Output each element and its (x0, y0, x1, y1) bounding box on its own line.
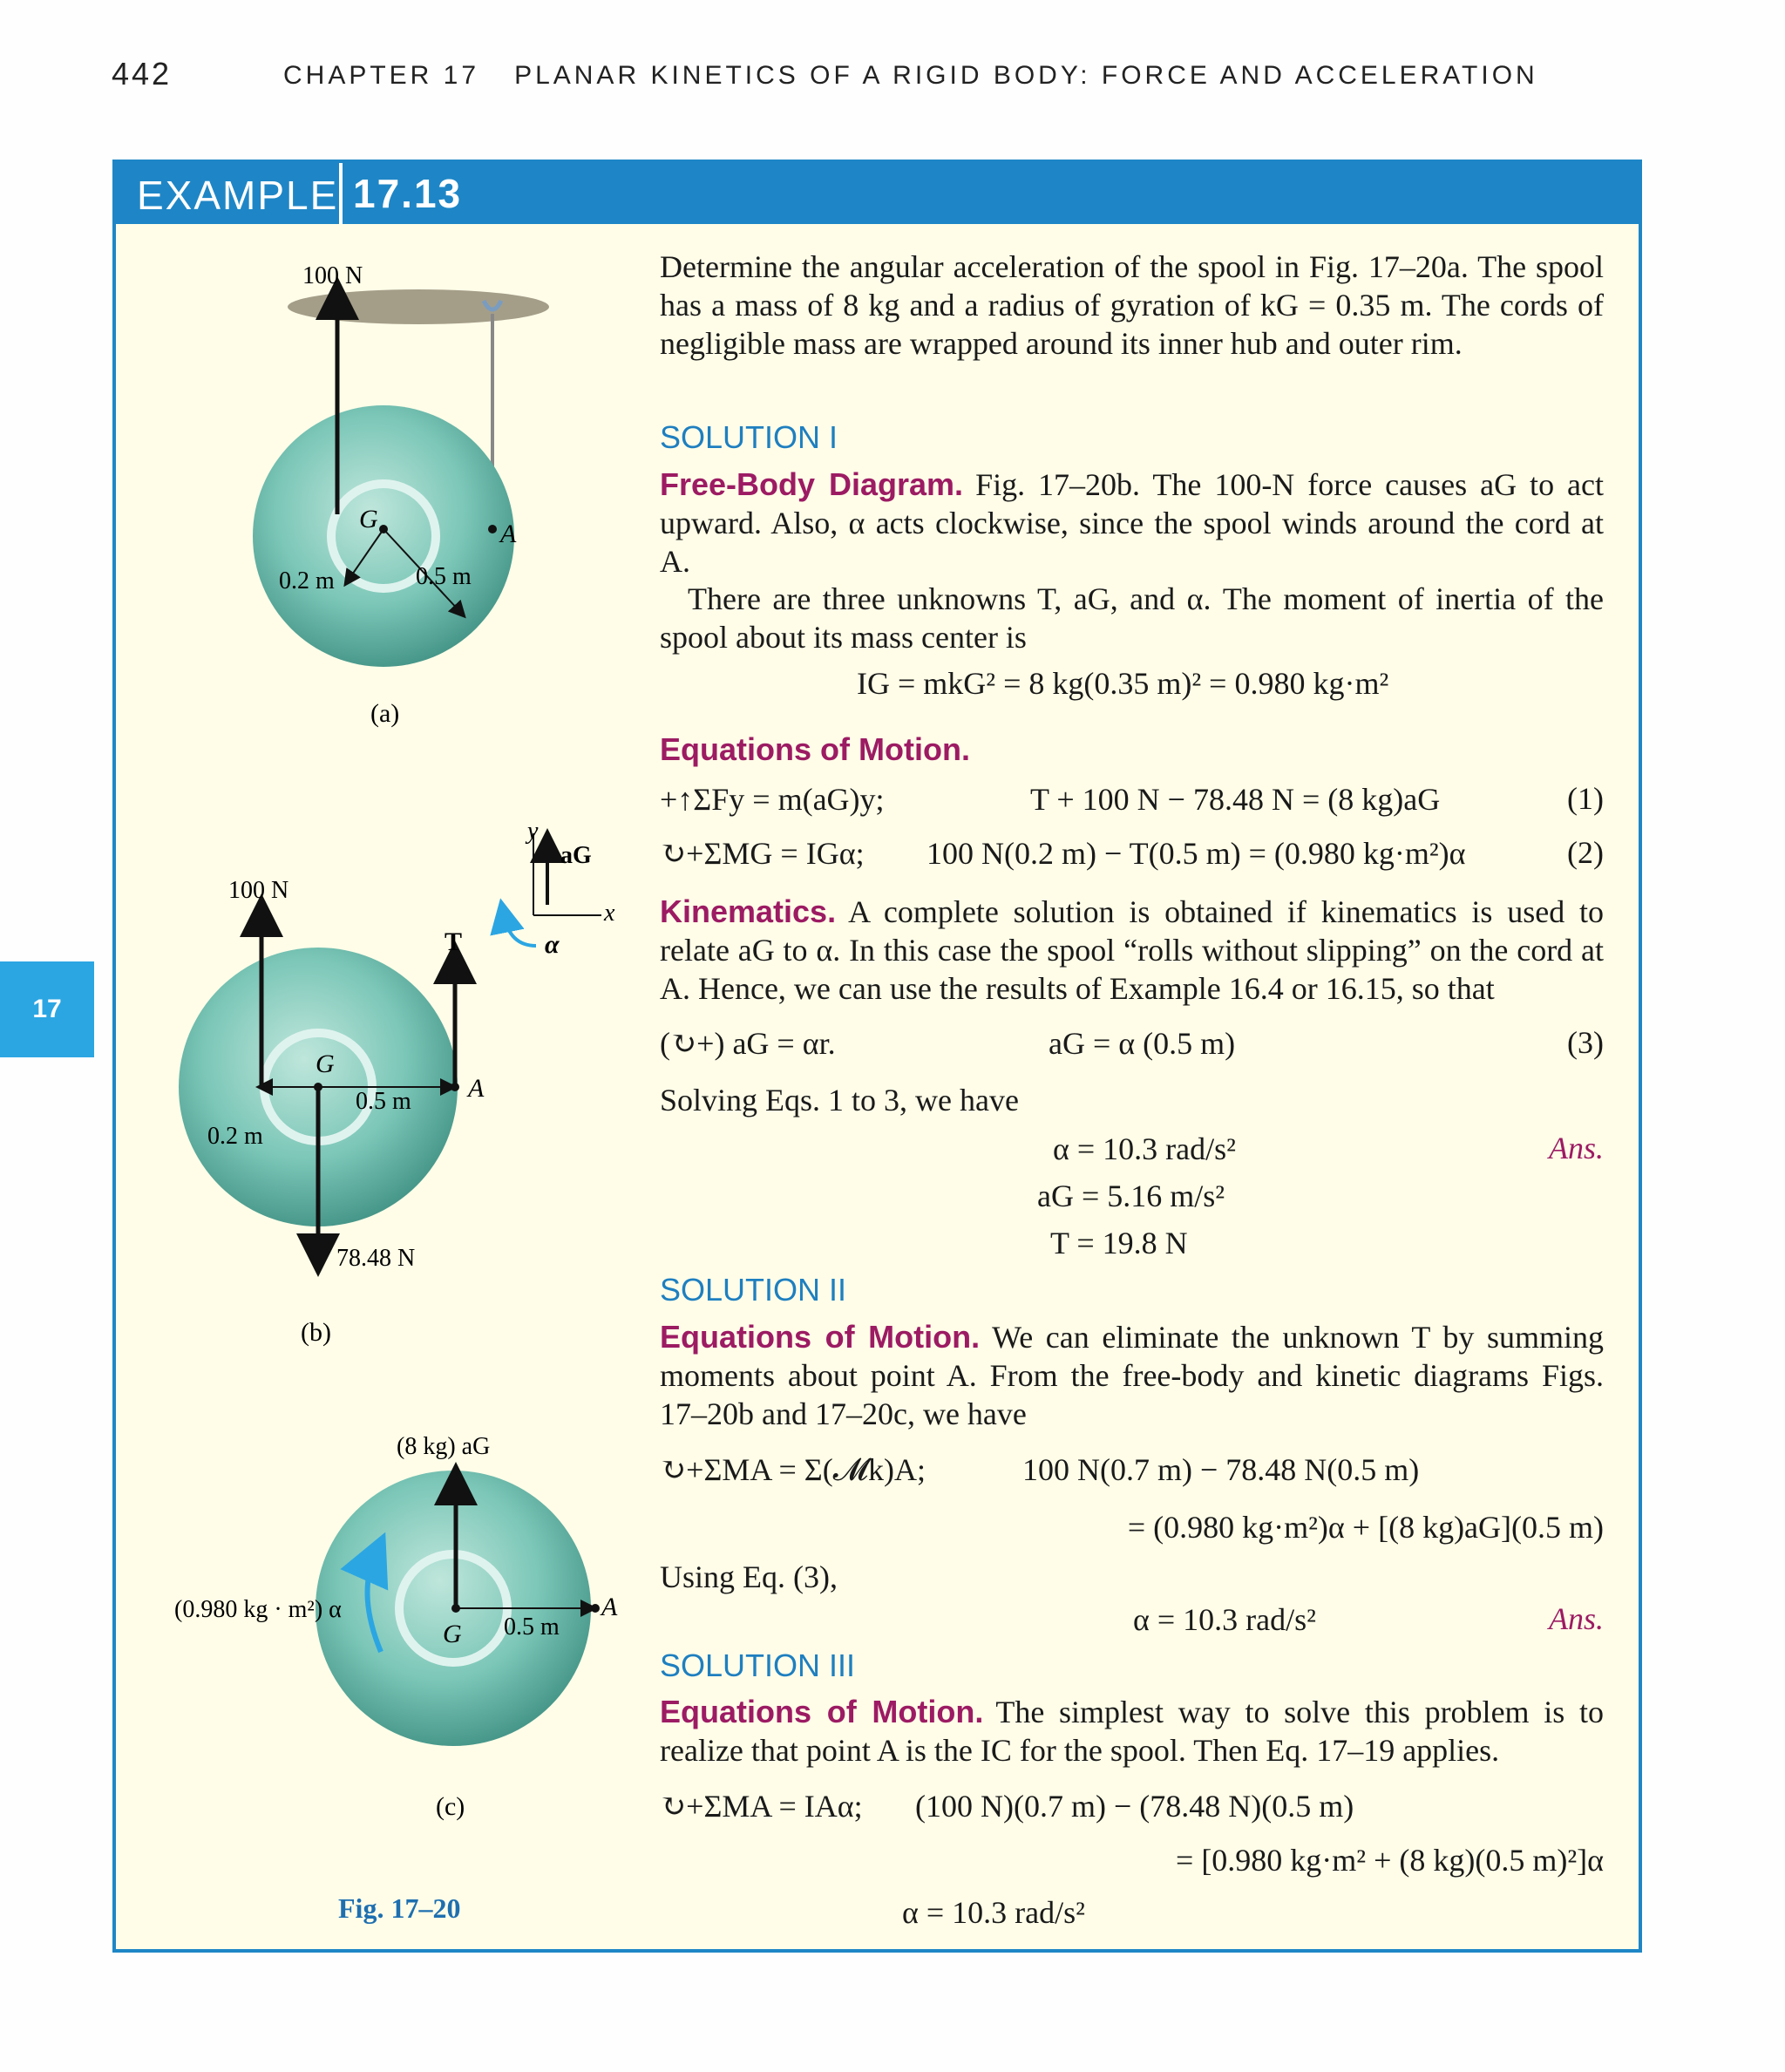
r-outer-label-a: 0.5 m (416, 563, 472, 590)
eq2-left: ↻+ΣMG = IGα; (660, 836, 865, 871)
y-axis-label: y (527, 818, 539, 845)
eq3-left: (↻+) aG = αr. (660, 1026, 836, 1061)
eom-1-label-text: Equations of Motion. (660, 731, 970, 767)
s3-result: α = 10.3 rad/s² (902, 1895, 1085, 1930)
s2-eq-right-2: = (0.980 kg·m²)α + [(8 kg)aG](0.5 m) (1127, 1510, 1604, 1545)
kinematics-paragraph (660, 893, 1604, 1008)
alpha-arrow-b (504, 915, 536, 946)
chapter-side-tab: 17 (0, 961, 94, 1057)
chapter-label: CHAPTER 17 (283, 61, 480, 90)
example-number: 17.13 (353, 171, 463, 216)
result-ag: aG = 5.16 m/s² (1037, 1179, 1225, 1213)
caption-b: (b) (301, 1318, 331, 1347)
ialpha-label-c: (0.980 kg · m²) α (174, 1596, 342, 1623)
eq1-left: +↑ΣFy = m(aG)y; (660, 782, 885, 817)
point-g-c (451, 1604, 460, 1613)
eom-1-label (660, 730, 982, 769)
solution-2-heading: SOLUTION II (660, 1272, 847, 1308)
caption-a: (a) (370, 699, 400, 728)
a-label-b: A (468, 1074, 485, 1103)
ag-label-b: aG (560, 842, 592, 869)
s3-eq-right-2: = [0.980 kg·m² + (8 kg)(0.5 m)²]α (1176, 1843, 1604, 1878)
weight-label-b: 78.48 N (336, 1245, 416, 1272)
g-label-a: G (359, 505, 378, 533)
eq3-number: (3) (1567, 1025, 1604, 1060)
eq1-number: (1) (1567, 781, 1604, 816)
example-header (116, 163, 1639, 224)
s3-eq-left: ↻+ΣMA = IAα; (660, 1789, 863, 1824)
fbd-label: Free-Body Diagram. (660, 466, 964, 502)
kinematics-text: A complete solution is obtained if kinematics is used to relate aG to α. In this case the spool “rolls without slipping” on the cord at A. Hence, we can use the results of Example 16.4 or 16.15, so that (660, 894, 1604, 1006)
r-outer-label-c: 0.5 m (504, 1613, 560, 1641)
running-header (283, 61, 1573, 113)
solution-1-heading: SOLUTION I (660, 419, 838, 455)
point-g-b (314, 1083, 322, 1091)
spool-a (253, 405, 514, 667)
solution-3-heading: SOLUTION III (660, 1647, 856, 1683)
r-outer-label-b: 0.5 m (356, 1088, 411, 1115)
page-number: 442 (112, 56, 173, 92)
g-label-b: G (316, 1050, 335, 1078)
a-label-a: A (500, 520, 517, 548)
s2-eq-left: ↻+ΣMA = Σ(𝓜k)A; (660, 1452, 926, 1487)
solution-2-text: We can eliminate the unknown T by summing moments about point A. From the free-body and kinetic diagrams Figs. 17–20b and 17–20c, we have (660, 1320, 1604, 1431)
answer-2: Ans. (1549, 1601, 1604, 1636)
problem-statement: Determine the angular acceleration of the spool in Fig. 17–20a. The spool has a mass of 8 kg and a radius of gyration of kG = 0.35 m. The cords of negligible mass are wrapped around its inner hub and outer rim. (660, 249, 1604, 361)
example-label: EXAMPLE (137, 173, 339, 218)
figure-label: Fig. 17–20 (338, 1892, 461, 1924)
x-axis-label: x (604, 900, 615, 927)
force-label-a: 100 N (302, 262, 363, 289)
eom-2-label: Equations of Motion. (660, 1319, 981, 1355)
s3-eq-right-1: (100 N)(0.7 m) − (78.48 N)(0.5 m) (915, 1789, 1354, 1824)
kinematics-label: Kinematics. (660, 893, 837, 929)
tension-label-b: T (445, 927, 463, 956)
r-inner-label-a: 0.2 m (279, 567, 335, 594)
inertia-equation: IG = mkG² = 8 kg(0.35 m)² = 0.980 kg·m² (857, 666, 1389, 701)
eq1-right: T + 100 N − 78.48 N = (8 kg)aG (1030, 782, 1441, 817)
point-a-c (591, 1604, 600, 1613)
solution-2-paragraph (660, 1318, 1604, 1433)
ceiling (288, 289, 549, 324)
s2-result: α = 10.3 rad/s² (1133, 1602, 1316, 1637)
eq2-right: 100 N(0.2 m) − T(0.5 m) = (0.980 kg·m²)α (926, 836, 1466, 871)
point-a-b (451, 1083, 459, 1091)
eq2-number: (2) (1567, 835, 1604, 870)
figure-b (179, 818, 615, 1347)
chapter-title: PLANAR KINETICS OF A RIGID BODY: FORCE AND ACCELERATION (514, 61, 1538, 90)
result-t: T = 19.8 N (1050, 1226, 1188, 1260)
eom-3-label: Equations of Motion. (660, 1694, 984, 1729)
solving-text: Solving Eqs. 1 to 3, we have (660, 1083, 1019, 1118)
unknowns-paragraph: There are three unknowns T, aG, and α. The moment of inertia of the spool about its mass center is (660, 581, 1604, 655)
g-label-c: G (443, 1620, 462, 1648)
force-label-b: 100 N (228, 877, 289, 904)
figure-c (174, 1433, 618, 1821)
fbd-text: Fig. 17–20b. The 100-N force causes aG to act upward. Also, α acts clockwise, since the spool winds around the cord at A. (660, 467, 1604, 579)
point-a-a (488, 525, 497, 533)
answer-1: Ans. (1549, 1131, 1604, 1165)
alpha-label-b: α (545, 930, 560, 959)
eq3-right: aG = α (0.5 m) (1049, 1026, 1236, 1061)
solution-3-paragraph (660, 1693, 1604, 1770)
using-eq3-text: Using Eq. (3), (660, 1559, 838, 1594)
ma-label-c: (8 kg) aG (397, 1433, 491, 1460)
fbd-paragraph (660, 465, 1604, 581)
a-label-c: A (601, 1593, 618, 1621)
figure-a (253, 262, 549, 728)
result-alpha-1: α = 10.3 rad/s² (1053, 1131, 1236, 1166)
s2-eq-right-1: 100 N(0.7 m) − 78.48 N(0.5 m) (1022, 1452, 1420, 1487)
solution-3-text: The simplest way to solve this problem is to realize that point A is the IC for the spool. Then Eq. 17–19 applies. (660, 1695, 1604, 1768)
caption-c: (c) (436, 1792, 465, 1821)
figure-17-20 (122, 227, 645, 1935)
r-inner-label-b: 0.2 m (207, 1123, 263, 1150)
header-divider (339, 163, 343, 224)
